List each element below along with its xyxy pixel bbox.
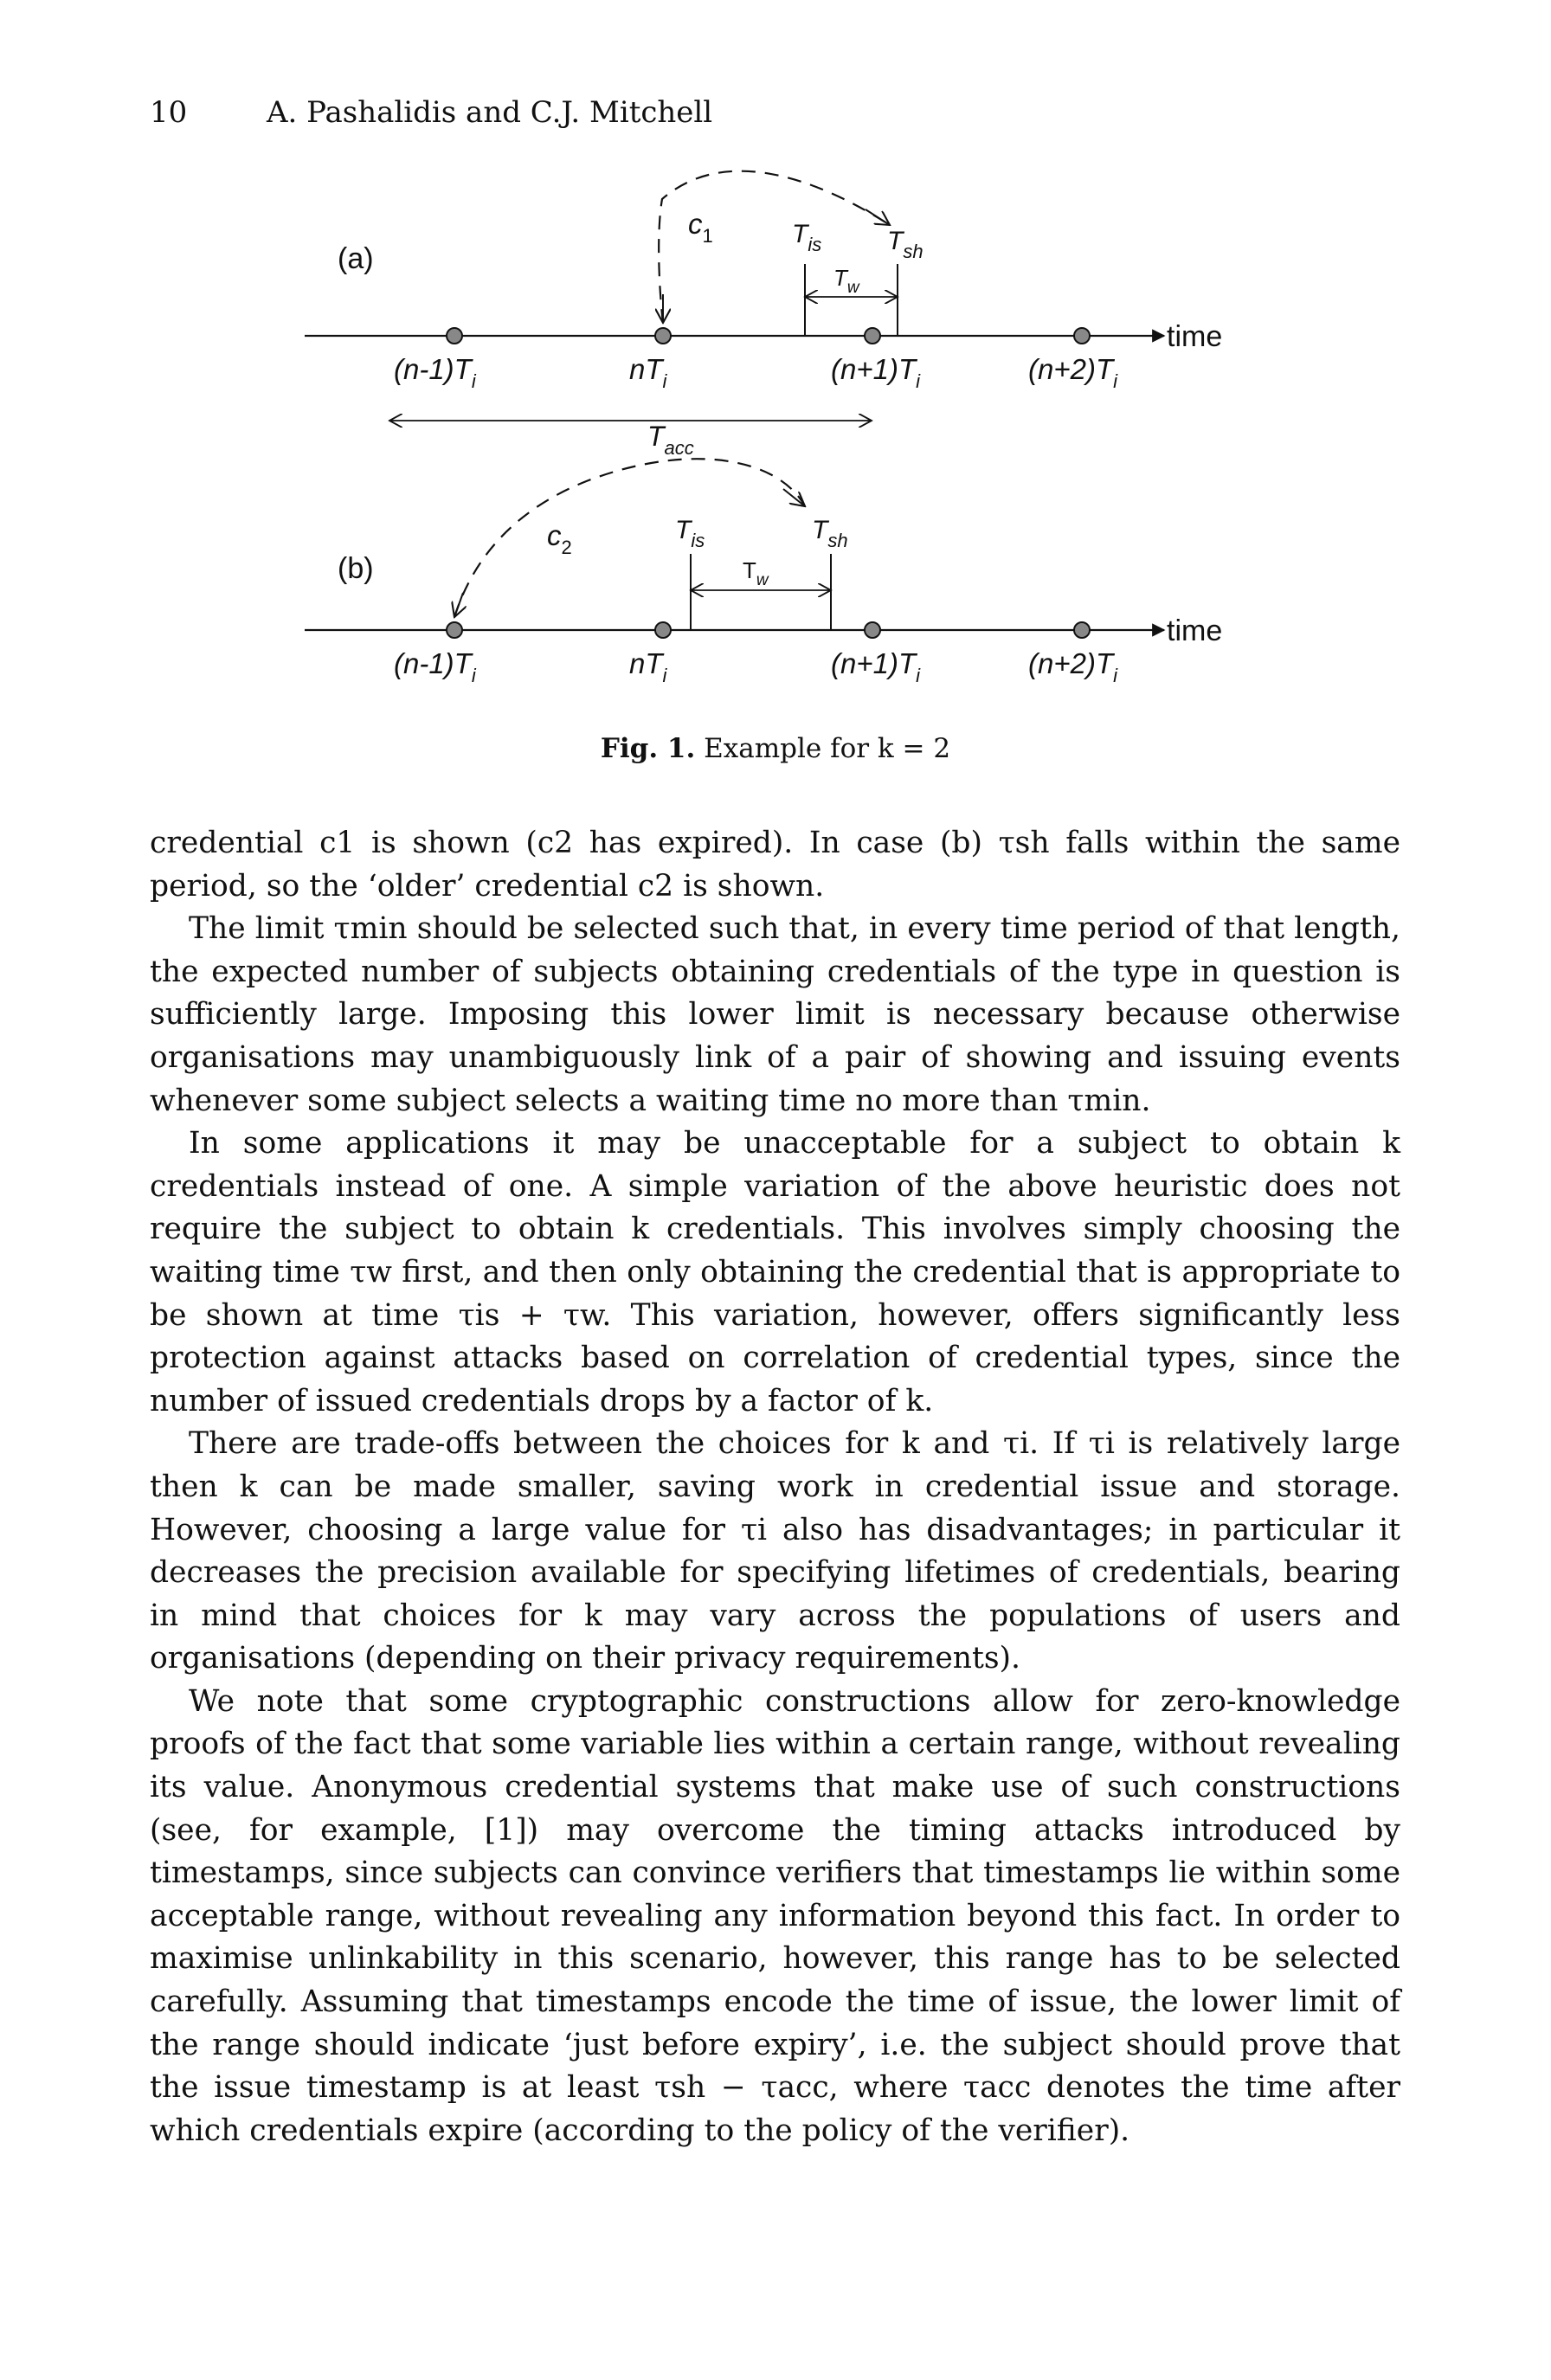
figure-caption: [0, 733, 1551, 764]
running-header: [150, 95, 712, 130]
panel-a-c1-label: $c_1$: [688, 208, 713, 247]
panel-b-axis-label: time: [1167, 614, 1223, 647]
panel-a-arc-head-right: [866, 209, 890, 225]
panel-b-tis-label: $T_{is}$: [675, 516, 705, 551]
caption-label: Fig. 1.: [600, 733, 696, 764]
panel-b: [305, 459, 1222, 686]
panel-a-tick-n-plus-1: $(n+1)T_i$: [831, 353, 921, 392]
panel-b-point-n-plus-1: [865, 622, 880, 638]
panel-b-arc-head-right: [783, 489, 805, 506]
panel-b-tsh-label: $T_{sh}$: [812, 516, 848, 551]
panel-a-tick-n: $nT_i$: [629, 353, 667, 392]
caption-text: Example for k = 2: [704, 733, 951, 764]
panel-a-point-n-minus-1: [447, 328, 462, 344]
panel-a-point-n: [655, 328, 671, 344]
panel-b-label: (b): [338, 552, 374, 585]
panel-b-point-n-plus-2: [1074, 622, 1090, 638]
panel-b-tick-n: $nT_i$: [629, 647, 667, 686]
panel-b-dashed-arc: [454, 459, 805, 617]
panel-a-tw-label: $T_w$: [833, 265, 859, 297]
panel-b-c2-label: $c_2$: [547, 519, 572, 558]
panel-a-tsh-label: $T_{sh}$: [887, 227, 924, 262]
paragraph-4: There are trade-offs between the choices for k and τi. If τi is relatively large then k can be made smaller, saving work in credential issue and storage. However, choosing a large value for τi also has disadvantages; in particular it decreases the precision available for specifying lifetimes of credentials, bearing in mind that choices for k may vary across the populations of users and organisations (depending on their privacy requirements).: [150, 1426, 1400, 1676]
paragraph-2: The limit τmin should be selected such that, in every time period of that length, the expected number of subjects obtaining credentials of the type in question is sufficiently large. Imposing this lower limit is necessary because otherwise organisations may unambiguously link of a pair of showing and issuing events whenever some subject selects a waiting time no more than τmin.: [150, 911, 1400, 1118]
panel-b-tw-label: $T_w$: [743, 557, 769, 589]
panel-a-axis-label: time: [1167, 320, 1223, 353]
paragraph-1: credential c1 is shown (c2 has expired). In case (b) τsh falls within the same period, so the ‘older’ credential c2 is shown.: [150, 826, 1400, 904]
panel-a-tick-n-minus-1: $(n-1)T_i$: [394, 353, 476, 392]
figure-1: [0, 164, 1551, 718]
body-text: [150, 822, 1400, 2152]
header-authors: A. Pashalidis and C.J. Mitchell: [267, 95, 713, 130]
paragraph-3: In some applications it may be unacceptable for a subject to obtain k credentials instead of one. A simple variation of the above heuristic does not require the subject to obtain k credentials. This involves simply choosing the waiting time τw first, and then only obtaining the credential that is appropriate to be shown at time τis + τw. This variation, however, offers significantly less protection against attacks based on correlation of credential types, since the number of issued credentials drops by a factor of k.: [150, 1126, 1400, 1418]
panel-a-tacc-label: $T_{acc}$: [647, 421, 694, 459]
panel-a-tick-n-plus-2: $(n+2)T_i$: [1028, 353, 1118, 392]
panel-b-tick-n-plus-2: $(n+2)T_i$: [1028, 647, 1118, 686]
panel-a-point-n-plus-1: [865, 328, 880, 344]
page-number: 10: [150, 95, 188, 130]
panel-b-point-n: [655, 622, 671, 638]
panel-b-tick-n-minus-1: $(n-1)T_i$: [394, 647, 476, 686]
panel-a: [305, 171, 1222, 459]
panel-a-label: (a): [338, 242, 374, 275]
panel-b-point-n-minus-1: [447, 622, 462, 638]
panel-a-point-n-plus-2: [1074, 328, 1090, 344]
panel-b-arc-head-left: [454, 593, 463, 617]
paragraph-5: We note that some cryptographic constructions allow for zero-knowledge proofs of the fact that some variable lies within a certain range, without revealing its value. Anonymous credential systems that make use of such constructions (see, for example, [1]) may overcome the timing attacks introduced by timestamps, since subjects can convince verifiers that timestamps lie within some acceptable range, without revealing any information beyond this fact. In order to maximise unlinkability in this scenario, however, this range has to be selected carefully. Assuming that timestamps encode the time of issue, the lower limit of the range should indicate ‘just before expiry’, i.e. the subject should prove that the issue timestamp is at least τsh − τacc, where τacc denotes the time after which credentials expire (according to the policy of the verifier).: [150, 1683, 1400, 2148]
panel-b-tick-n-plus-1: $(n+1)T_i$: [831, 647, 921, 686]
panel-a-tis-label: $T_{is}$: [792, 220, 822, 255]
panel-a-dashed-arc: [659, 171, 890, 323]
